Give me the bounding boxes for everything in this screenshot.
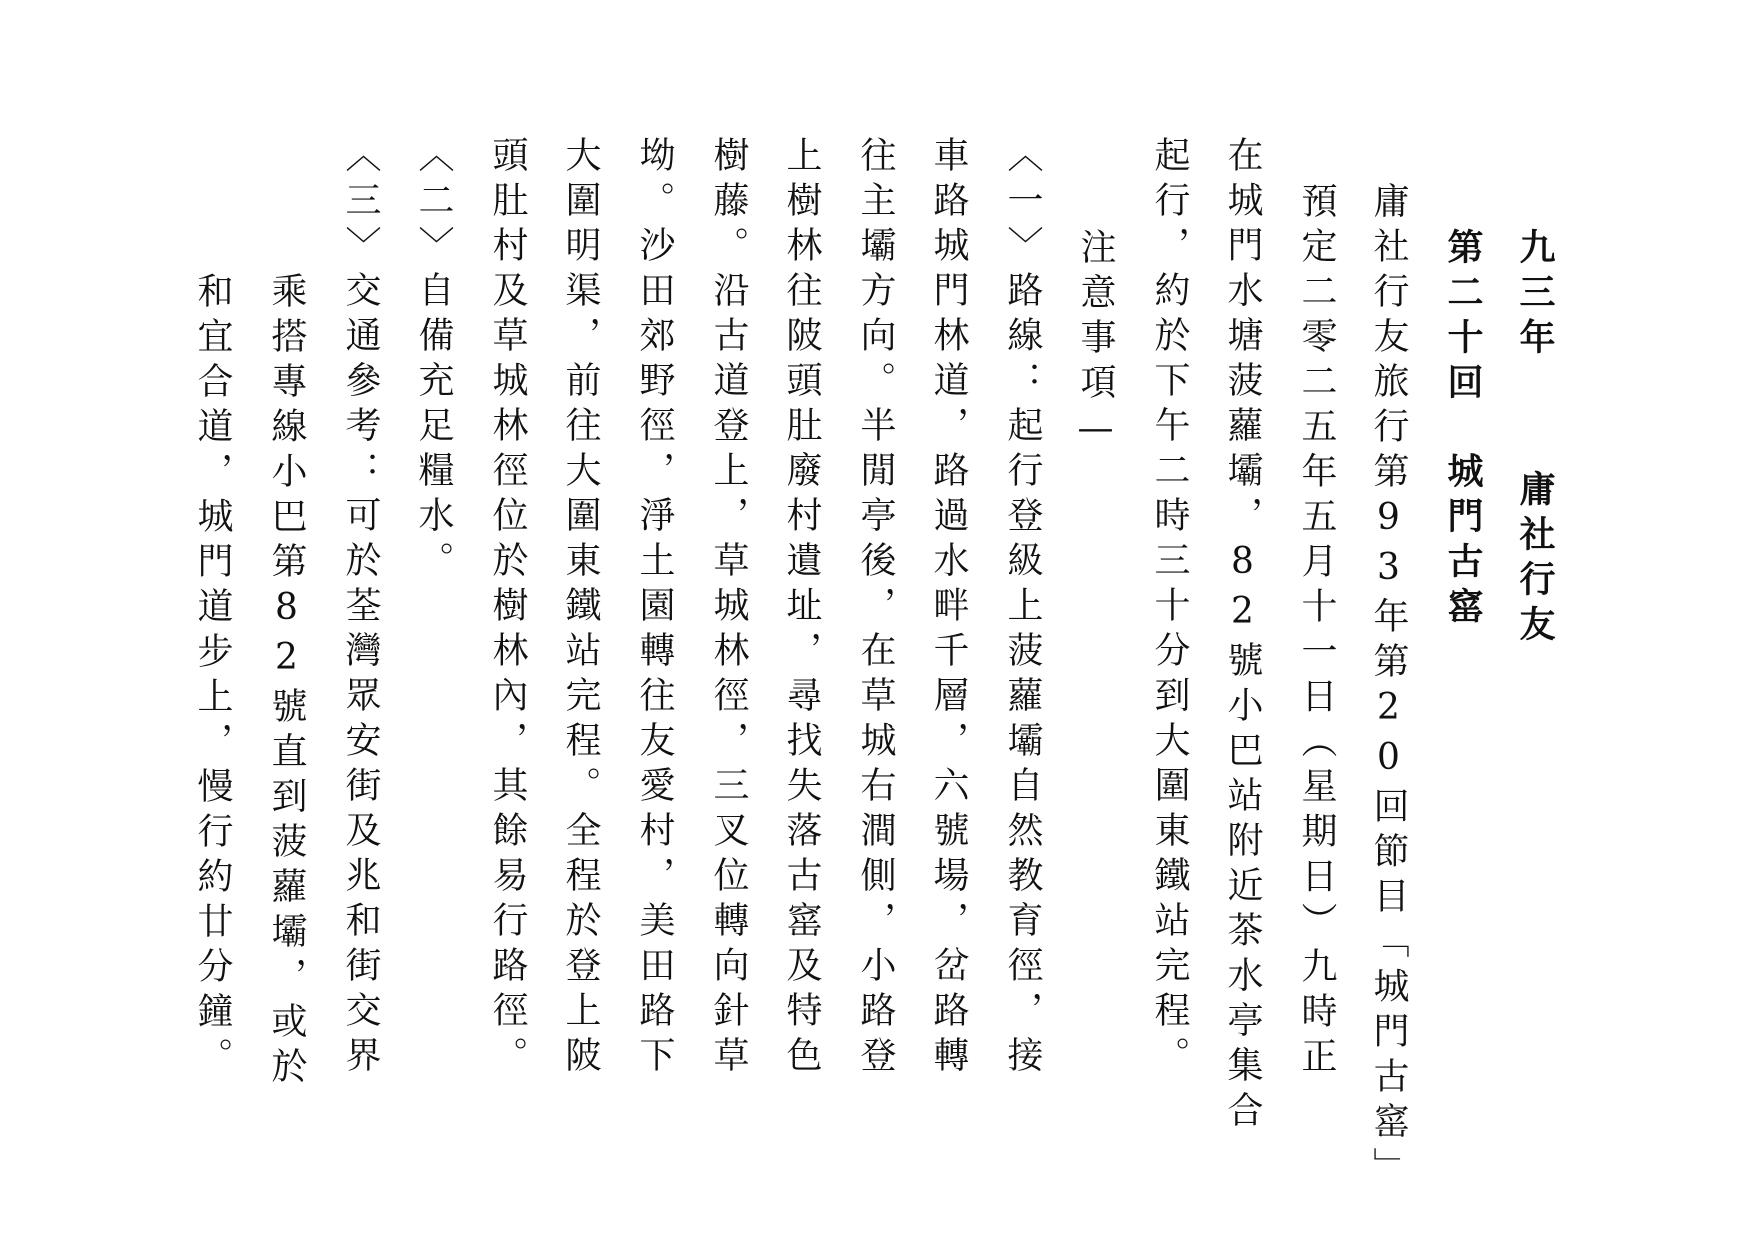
route-line-6: 坳。沙田郊野徑，淨土園轉往友愛村，美田路下 <box>634 136 675 1081</box>
route-line-7: 大圍明渠，前往大圍東鐵站完程。全程於登上陂 <box>560 136 601 1081</box>
header-title: 城門古窰 <box>1442 452 1484 632</box>
route-line-1: 〈一〉路線：起行登級上菠蘿壩自然教育徑，接 <box>1002 136 1043 1081</box>
item-3-line-3: 和宜合道，城門道步上，慢行約廿分鐘。 <box>192 272 233 1082</box>
body-line-3: 在城門水塘菠蘿壩，82號小巴站附近茶水亭集合 <box>1222 136 1263 1136</box>
route-line-3: 往主壩方向。半閒亭後，在草城右澗側，小路登 <box>855 136 896 1081</box>
header-society: 庸社行友 <box>1514 470 1556 650</box>
body-line-1: 庸社行友旅行第93年第20回節目「城門古窰」 <box>1368 182 1409 1192</box>
body-line-4: 起行，約於下午二時三十分到大圍東鐵站完程。 <box>1149 136 1190 1081</box>
item-3-line-1: 〈三〉交通參考：可於荃灣眾安街及兆和街交界 <box>340 136 381 1081</box>
header-year: 九三年 <box>1514 228 1556 363</box>
body-line-2: 預定二零二五年五月十一日（星期日）九時正 <box>1296 182 1337 1082</box>
route-line-4: 上樹林往陂頭肚廢村遺址，尋找失落古窰及特色 <box>781 136 822 1081</box>
item-2-line: 〈二〉自備充足糧水。 <box>413 136 454 586</box>
route-line-8: 頭肚村及草城林徑位於樹林內，其餘易行路徑。 <box>487 136 528 1081</box>
header-round: 第二十回 <box>1442 228 1484 408</box>
route-line-2: 車路城門林道，路過水畔千層，六號場，岔路轉 <box>928 136 969 1081</box>
notes-heading: 注意事項— <box>1075 228 1116 458</box>
route-line-5: 樹藤。沿古道登上，草城林徑，三叉位轉向針草 <box>708 136 749 1081</box>
item-3-line-2: 乘搭專線小巴第82號直到菠蘿壩，或於 <box>266 272 307 1092</box>
